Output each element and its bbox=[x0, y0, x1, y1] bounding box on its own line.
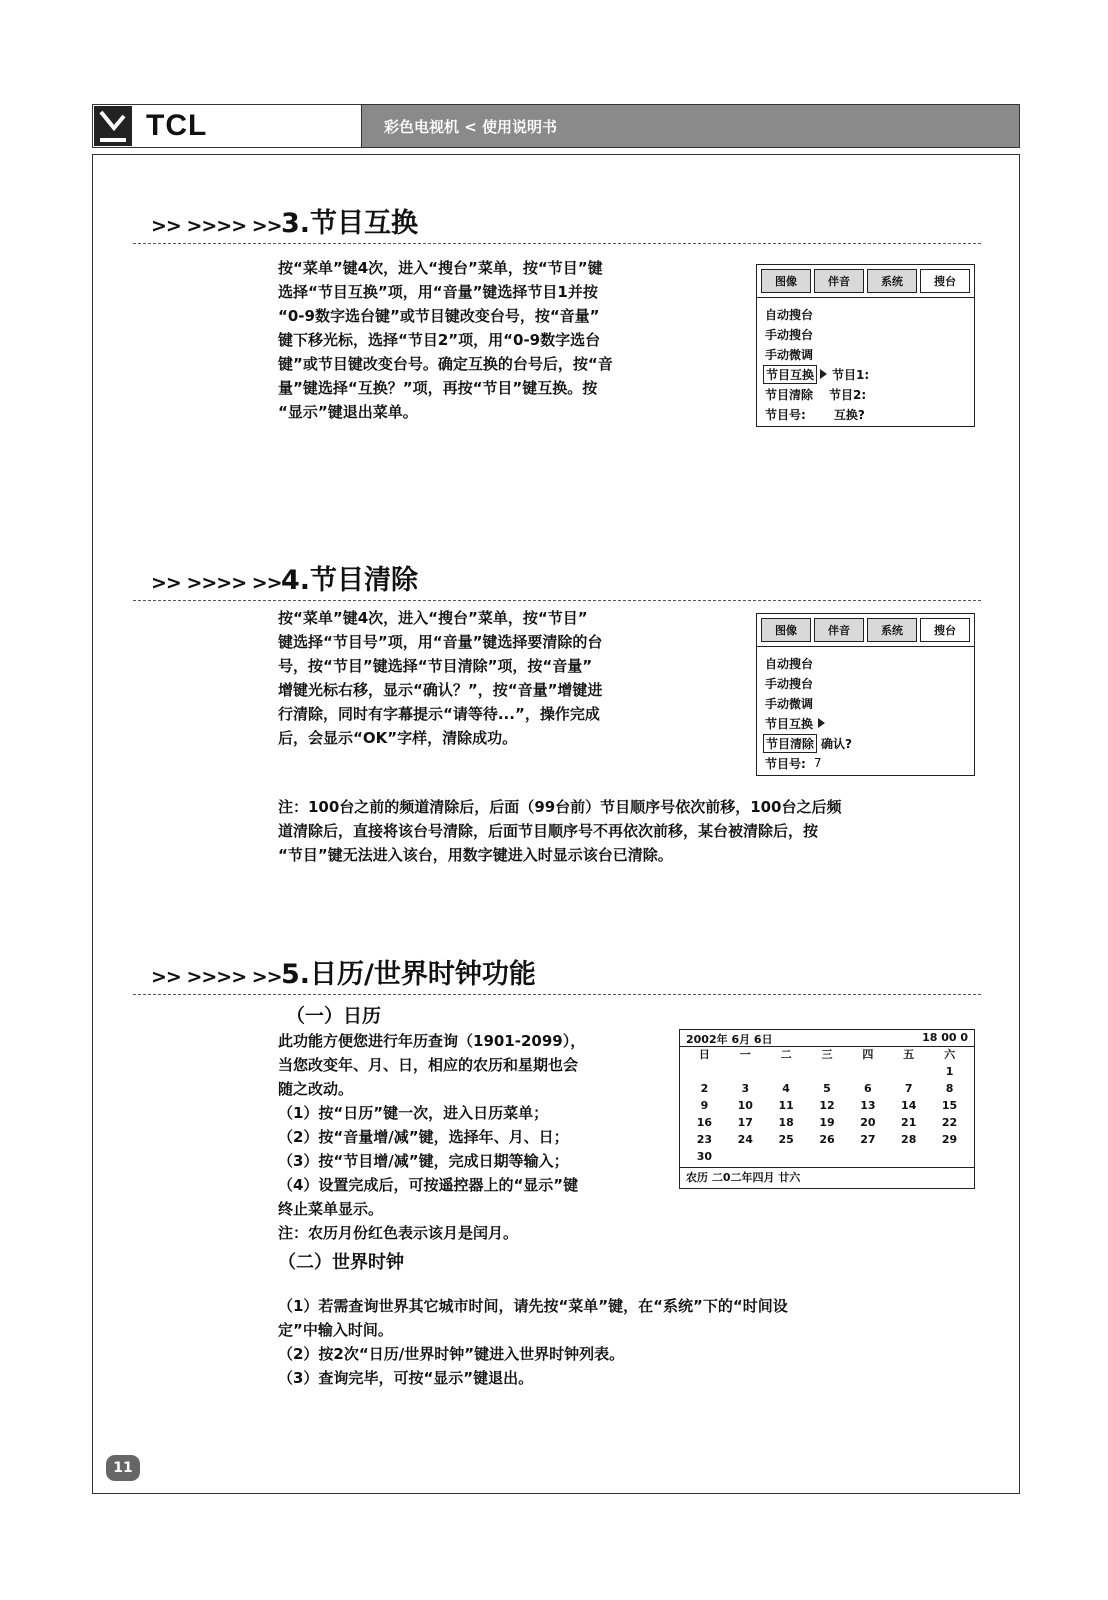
menu-tabs bbox=[757, 614, 974, 642]
menu-body bbox=[757, 646, 974, 773]
calendar-day: 30 bbox=[696, 1150, 713, 1163]
menu-row bbox=[763, 733, 974, 753]
calendar-day: 5 bbox=[823, 1082, 831, 1095]
text-line: 选择“节目互换”项，用“音量”键选择节目1并按 bbox=[278, 283, 598, 301]
calendar-grid bbox=[680, 1047, 974, 1164]
menu-item: 手动微调 bbox=[765, 347, 814, 362]
menu-row bbox=[763, 404, 974, 424]
calendar-day: 18 bbox=[778, 1116, 794, 1129]
menu-row bbox=[763, 384, 974, 404]
calendar-day: 29 bbox=[941, 1133, 958, 1146]
menu-tab-active: 搜台 bbox=[920, 618, 970, 642]
menu-tab: 图像 bbox=[761, 269, 811, 293]
section-4-text bbox=[278, 606, 718, 750]
calendar-day: 23 bbox=[696, 1133, 713, 1146]
calendar-day bbox=[888, 1149, 929, 1164]
menu-item-selected: 节目清除 bbox=[763, 734, 817, 753]
menu-tab: 图像 bbox=[761, 618, 811, 642]
calendar-day: 8 bbox=[945, 1082, 954, 1095]
menu-row bbox=[763, 344, 974, 364]
menu-tab: 伴音 bbox=[814, 269, 864, 293]
section-heading-4 bbox=[133, 556, 981, 601]
calendar-day: 20 bbox=[860, 1116, 876, 1129]
text-line: 键选择“节目号”项，用“音量”键选择要清除的台 bbox=[278, 633, 603, 651]
menu-row bbox=[763, 753, 974, 773]
menu-item: 节目清除 bbox=[765, 387, 814, 402]
header-title-bar bbox=[362, 105, 1019, 147]
calendar-day bbox=[807, 1064, 848, 1079]
calendar-screen bbox=[679, 1029, 975, 1189]
text-line: 按“菜单”键4次，进入“搜台”菜单，按“节目”键 bbox=[278, 259, 603, 277]
section-4-note bbox=[278, 795, 978, 867]
calendar-weekday: 六 bbox=[944, 1048, 956, 1061]
calendar-day: 2 bbox=[700, 1082, 709, 1095]
page-number: 11 bbox=[106, 1455, 140, 1481]
text-line: （2）按“音量增/减”键，选择年、月、日； bbox=[278, 1128, 569, 1146]
calendar-day: 13 bbox=[860, 1099, 876, 1112]
menu-item: 手动搜台 bbox=[765, 327, 814, 342]
manual-title: 彩色电视机 < 使用说明书 bbox=[384, 117, 558, 136]
menu-tab: 系统 bbox=[867, 269, 917, 293]
chevrons-decoration: >> >>>> >> bbox=[151, 966, 282, 988]
section-heading-5 bbox=[133, 950, 981, 995]
calendar-day bbox=[766, 1064, 807, 1079]
calendar-day: 9 bbox=[700, 1099, 709, 1112]
menu-value: 互换? bbox=[833, 407, 865, 422]
calendar-day: 19 bbox=[819, 1116, 835, 1129]
menu-row bbox=[763, 653, 974, 673]
text-line: 行清除，同时有字幕提示“请等待...”，操作完成 bbox=[278, 705, 600, 723]
subsection-title: （一）日历 bbox=[286, 1005, 382, 1027]
calendar-day: 24 bbox=[737, 1133, 753, 1146]
text-line: 号，按“节目”键选择“节目清除”项，按“音量” bbox=[278, 657, 593, 675]
section-title: 3.节目互换 bbox=[281, 208, 419, 239]
calendar-day: 7 bbox=[904, 1082, 913, 1095]
calendar-day: 10 bbox=[737, 1099, 753, 1112]
text-line: （1）按“日历”键一次，进入日历菜单； bbox=[278, 1104, 549, 1122]
calendar-day: 4 bbox=[782, 1082, 790, 1095]
text-line: 当您改变年、月、日，相应的农历和星期也会 bbox=[278, 1056, 579, 1074]
menu-row bbox=[763, 324, 974, 344]
menu-row bbox=[763, 693, 974, 713]
calendar-time: 18 00 0 bbox=[922, 1031, 968, 1044]
text-line: （4）设置完成后，可按遥控器上的“显示”键 bbox=[278, 1176, 579, 1194]
text-line: 随之改动。 bbox=[278, 1080, 354, 1098]
menu-item: 节目号: bbox=[765, 407, 806, 422]
text-line: 键”或节目键改变台号。确定互换的台号后，按“音 bbox=[278, 355, 613, 373]
menu-value: 7 bbox=[813, 756, 822, 770]
calendar-weekday: 四 bbox=[862, 1048, 874, 1061]
menu-value: 节目2: bbox=[829, 387, 867, 402]
calendar-header bbox=[680, 1030, 974, 1047]
text-line: 后，会显示“OK”字样，清除成功。 bbox=[278, 729, 518, 747]
note-line: “节目”键无法进入该台，用数字键进入时显示该台已清除。 bbox=[278, 846, 673, 864]
calendar-weekday: 三 bbox=[821, 1048, 833, 1061]
calendar-day: 22 bbox=[941, 1116, 958, 1129]
menu-tabs bbox=[757, 265, 974, 293]
text-line: 此功能方便您进行年历查询（1901-2099）， bbox=[278, 1032, 586, 1050]
calendar-section-text bbox=[278, 1003, 673, 1277]
text-line: （1）若需查询世界其它城市时间，请先按“菜单”键，在“系统”下的“时间设 bbox=[278, 1297, 788, 1315]
calendar-date: 2002年 6月 6日 bbox=[686, 1033, 773, 1046]
calendar-day: 21 bbox=[901, 1116, 917, 1129]
calendar-day: 25 bbox=[778, 1133, 794, 1146]
menu-body bbox=[757, 297, 974, 424]
menu-row bbox=[763, 364, 974, 384]
calendar-day bbox=[725, 1149, 766, 1164]
note-line: 注：100台之前的频道清除后，后面（99台前）节目顺序号依次前移，100台之后频 bbox=[278, 798, 842, 816]
menu-item: 节目号: bbox=[765, 756, 806, 771]
calendar-day: 3 bbox=[741, 1082, 750, 1095]
text-line: 终止菜单显示。 bbox=[278, 1200, 384, 1218]
calendar-day: 11 bbox=[778, 1099, 794, 1112]
calendar-day bbox=[725, 1064, 766, 1079]
calendar-day bbox=[929, 1149, 970, 1164]
text-line: “0-9数字选台键”或节目键改变台号，按“音量” bbox=[278, 307, 600, 325]
menu-item: 自动搜台 bbox=[765, 656, 814, 671]
note-line: 道清除后，直接将该台号清除，后面节目顺序号不再依次前移，某台被清除后，按 bbox=[278, 822, 819, 840]
text-line: 按“菜单”键4次，进入“搜台”菜单，按“节目” bbox=[278, 609, 588, 627]
section-title: 4.节目清除 bbox=[281, 565, 419, 596]
text-line: 量”键选择“互换？”项，再按“节目”键互换。按 bbox=[278, 379, 598, 397]
brand-logo-text: TCL bbox=[146, 109, 208, 142]
menu-item: 手动搜台 bbox=[765, 676, 814, 691]
calendar-day: 27 bbox=[860, 1133, 876, 1146]
calendar-day: 14 bbox=[901, 1099, 917, 1112]
tv-menu-clear bbox=[756, 613, 975, 776]
calendar-day bbox=[847, 1149, 888, 1164]
menu-value: 确认? bbox=[821, 736, 852, 751]
menu-item: 自动搜台 bbox=[765, 307, 814, 322]
arrow-right-icon bbox=[818, 718, 825, 728]
menu-item: 手动微调 bbox=[765, 696, 814, 711]
calendar-day bbox=[684, 1064, 725, 1079]
calendar-day bbox=[888, 1064, 929, 1079]
text-line: 增键光标右移，显示“确认？”，按“音量”增键进 bbox=[278, 681, 603, 699]
tv-menu-swap bbox=[756, 264, 975, 427]
calendar-day: 17 bbox=[737, 1116, 753, 1129]
calendar-weekday: 一 bbox=[739, 1048, 751, 1061]
menu-tab: 系统 bbox=[867, 618, 917, 642]
menu-item: 节目互换 bbox=[765, 716, 814, 731]
chevrons-decoration: >> >>>> >> bbox=[151, 572, 282, 594]
menu-row bbox=[763, 304, 974, 324]
menu-tab-active: 搜台 bbox=[920, 269, 970, 293]
text-line: 键下移光标，选择“节目2”项，用“0-9数字选台 bbox=[278, 331, 601, 349]
calendar-weekday: 日 bbox=[698, 1048, 710, 1061]
menu-item-selected: 节目互换 bbox=[763, 365, 817, 384]
page-header bbox=[92, 104, 1020, 148]
tcl-logo-mark-icon bbox=[94, 106, 132, 146]
calendar-day bbox=[807, 1149, 848, 1164]
calendar-day bbox=[766, 1149, 807, 1164]
chevrons-decoration: >> >>>> >> bbox=[151, 215, 282, 237]
menu-row bbox=[763, 713, 974, 733]
section-3-text bbox=[278, 256, 718, 424]
text-line: （2）按2次“日历/世界时钟”键进入世界时钟列表。 bbox=[278, 1345, 625, 1363]
calendar-weekday: 五 bbox=[903, 1048, 915, 1061]
section-heading-3 bbox=[133, 199, 981, 244]
subsection-title: （二）世界时钟 bbox=[278, 1252, 404, 1273]
calendar-day: 15 bbox=[941, 1099, 958, 1112]
calendar-day: 28 bbox=[901, 1133, 917, 1146]
menu-value: 节目1: bbox=[832, 367, 870, 382]
calendar-day: 12 bbox=[819, 1099, 835, 1112]
calendar-day: 16 bbox=[696, 1116, 713, 1129]
text-line: 注：农历月份红色表示该月是闰月。 bbox=[278, 1224, 519, 1242]
calendar-lunar-date: 农历 二0二年四月 廿六 bbox=[680, 1167, 974, 1188]
calendar-day: 6 bbox=[864, 1082, 872, 1095]
text-line: （3）按“节目增/减”键，完成日期等输入； bbox=[278, 1152, 569, 1170]
clock-section-text bbox=[278, 1294, 983, 1390]
logo-area bbox=[93, 105, 362, 147]
text-line: “显示”键退出菜单。 bbox=[278, 403, 418, 421]
text-line: 定”中输入时间。 bbox=[278, 1321, 393, 1339]
calendar-day: 26 bbox=[819, 1133, 835, 1146]
calendar-weekday: 二 bbox=[780, 1048, 792, 1061]
menu-tab: 伴音 bbox=[814, 618, 864, 642]
text-line: （3）查询完毕，可按“显示”键退出。 bbox=[278, 1369, 534, 1387]
arrow-right-icon bbox=[820, 369, 827, 379]
section-title: 5.日历/世界时钟功能 bbox=[281, 959, 536, 990]
calendar-day: 1 bbox=[945, 1065, 954, 1078]
calendar-day bbox=[847, 1064, 888, 1079]
menu-row bbox=[763, 673, 974, 693]
